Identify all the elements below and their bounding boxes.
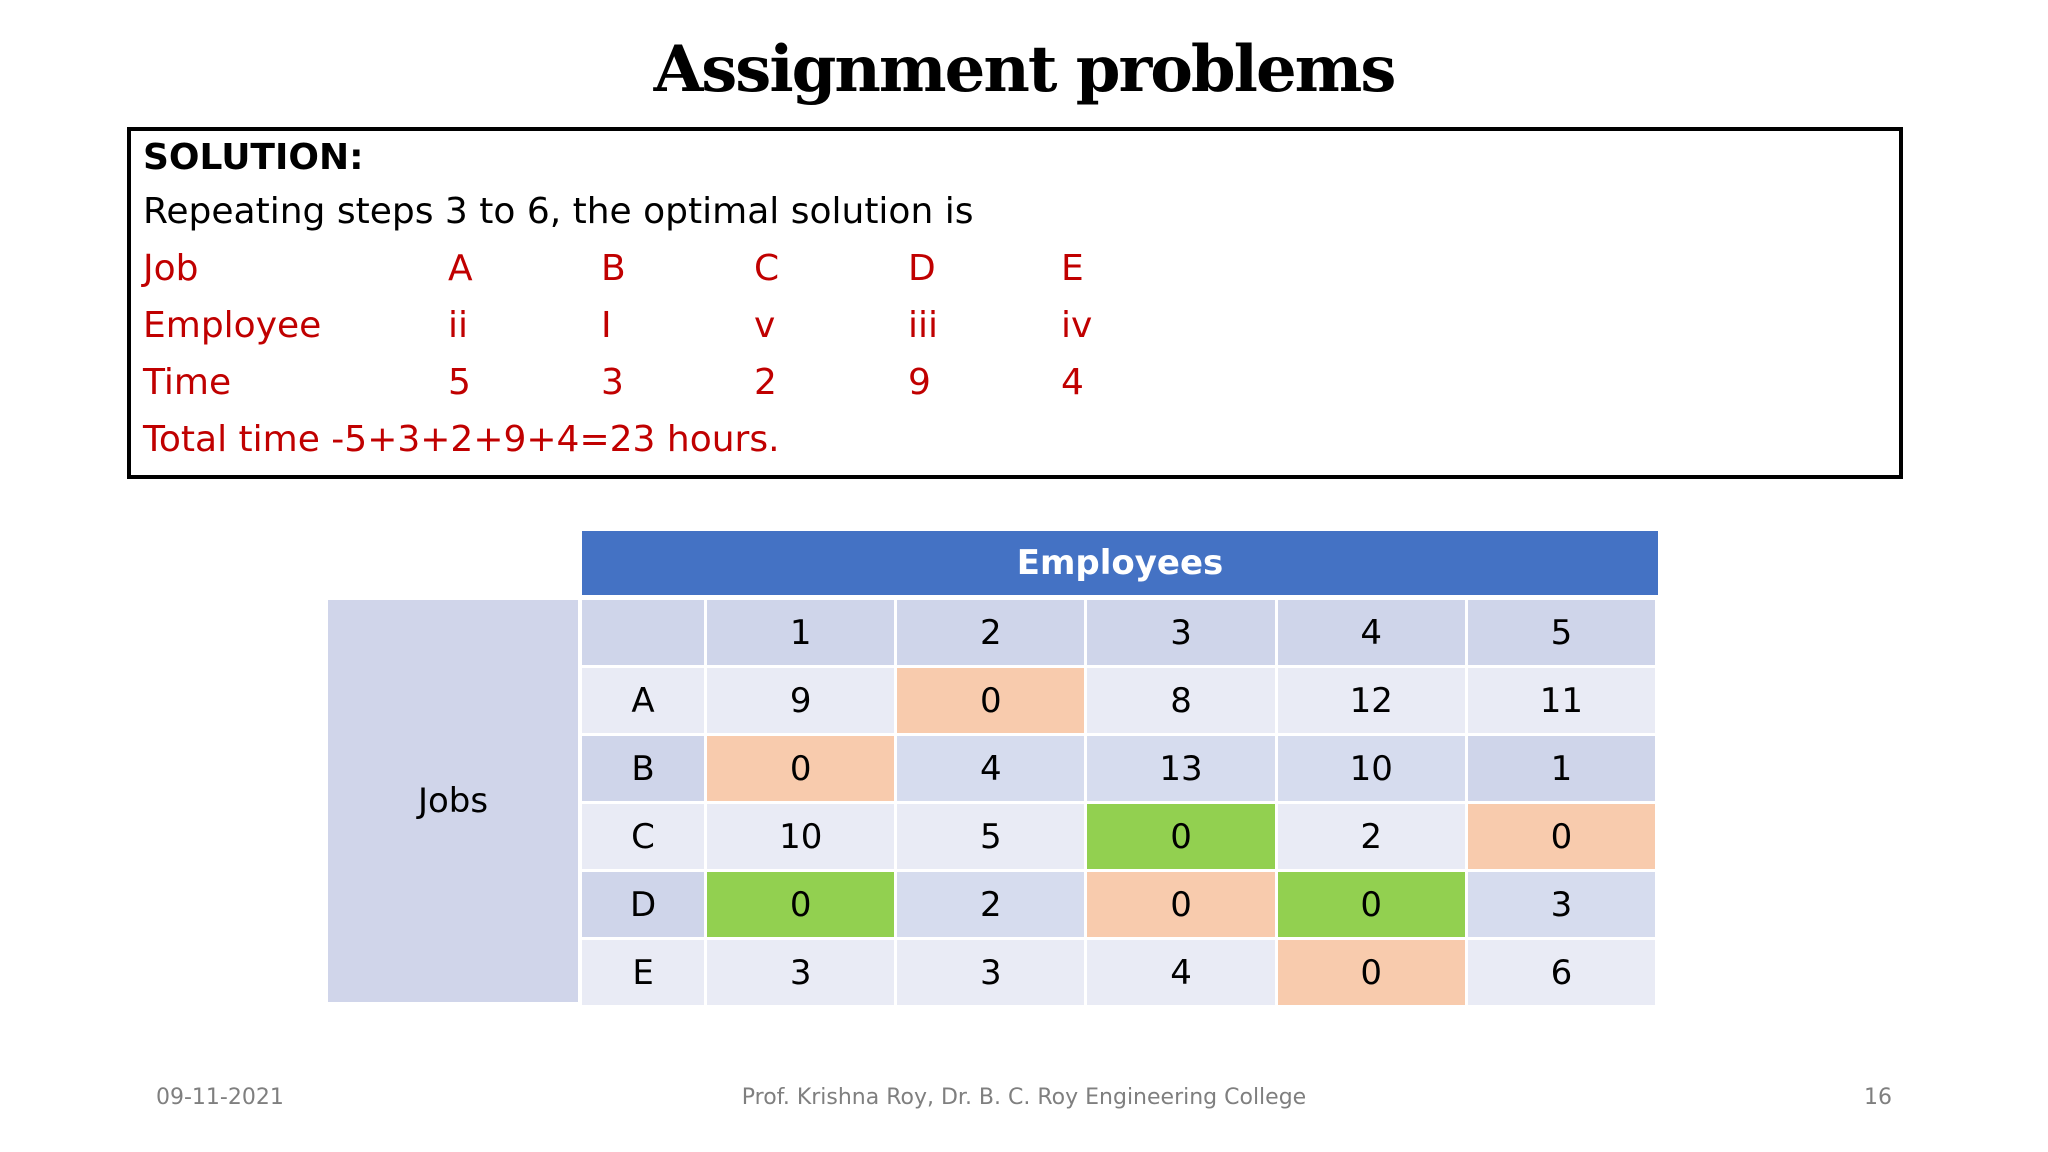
table-cell: 6 bbox=[1468, 940, 1658, 1008]
row-value: C bbox=[754, 248, 780, 289]
table-cell-highlight: 0 bbox=[897, 668, 1087, 736]
row-value: v bbox=[754, 305, 776, 346]
table-cell-assigned: 0 bbox=[707, 872, 897, 940]
jobs-label: Jobs bbox=[328, 600, 578, 1002]
table-cell: 3 bbox=[897, 940, 1087, 1008]
column-header: 2 bbox=[897, 600, 1087, 668]
row-job-label: B bbox=[582, 736, 707, 804]
table-corner-cell bbox=[582, 600, 707, 668]
row-value: 4 bbox=[1061, 362, 1084, 403]
employees-header: Employees bbox=[582, 531, 1658, 595]
table-row bbox=[582, 804, 1658, 872]
assignment-table bbox=[582, 600, 1658, 1008]
slide-title: Assignment problems bbox=[653, 32, 1395, 107]
column-header: 5 bbox=[1468, 600, 1658, 668]
table-cell-highlight: 0 bbox=[1468, 804, 1658, 872]
table-cell: 4 bbox=[897, 736, 1087, 804]
column-header: 1 bbox=[707, 600, 897, 668]
column-header: 3 bbox=[1087, 600, 1277, 668]
solution-row-employee bbox=[143, 297, 1887, 354]
table-cell-highlight: 0 bbox=[1087, 872, 1277, 940]
row-value: B bbox=[601, 248, 626, 289]
table-cell: 5 bbox=[897, 804, 1087, 872]
table-cell: 8 bbox=[1087, 668, 1277, 736]
footer-page-number: 16 bbox=[1864, 1085, 1892, 1110]
row-value: ii bbox=[448, 305, 469, 346]
table-row bbox=[582, 736, 1658, 804]
table-cell: 3 bbox=[707, 940, 897, 1008]
row-job-label: C bbox=[582, 804, 707, 872]
table-cell: 11 bbox=[1468, 668, 1658, 736]
table-cell: 10 bbox=[1278, 736, 1468, 804]
solution-intro: Repeating steps 3 to 6, the optimal solution is bbox=[143, 191, 974, 232]
table-cell: 4 bbox=[1087, 940, 1277, 1008]
table-row bbox=[582, 940, 1658, 1008]
footer-author: Prof. Krishna Roy, Dr. B. C. Roy Engineering College bbox=[741, 1085, 1307, 1110]
table-cell-assigned: 0 bbox=[1278, 872, 1468, 940]
table-cell: 1 bbox=[1468, 736, 1658, 804]
table-cell: 13 bbox=[1087, 736, 1277, 804]
row-value: 9 bbox=[908, 362, 931, 403]
row-value: 5 bbox=[448, 362, 471, 403]
row-value: A bbox=[448, 248, 473, 289]
table-cell: 2 bbox=[1278, 804, 1468, 872]
table-row bbox=[582, 872, 1658, 940]
row-value: 3 bbox=[601, 362, 624, 403]
solution-row-job bbox=[143, 240, 1887, 297]
row-value: I bbox=[601, 305, 612, 346]
row-label: Job bbox=[143, 248, 199, 289]
table-cell: 9 bbox=[707, 668, 897, 736]
row-value: 2 bbox=[754, 362, 777, 403]
row-job-label: E bbox=[582, 940, 707, 1008]
table-cell: 3 bbox=[1468, 872, 1658, 940]
footer-date: 09-11-2021 bbox=[156, 1085, 284, 1110]
row-value: iii bbox=[908, 305, 939, 346]
row-label: Employee bbox=[143, 305, 322, 346]
row-value: D bbox=[908, 248, 936, 289]
row-label: Time bbox=[143, 362, 232, 403]
column-header: 4 bbox=[1278, 600, 1468, 668]
table-cell: 2 bbox=[897, 872, 1087, 940]
row-job-label: D bbox=[582, 872, 707, 940]
table-cell-assigned: 0 bbox=[1087, 804, 1277, 872]
solution-total: Total time -5+3+2+9+4=23 hours. bbox=[143, 419, 780, 460]
table-cell-highlight: 0 bbox=[707, 736, 897, 804]
row-value: E bbox=[1061, 248, 1084, 289]
solution-row-time bbox=[143, 354, 1887, 411]
solution-box bbox=[127, 127, 1903, 479]
table-header-row bbox=[582, 600, 1658, 668]
table-cell-highlight: 0 bbox=[1278, 940, 1468, 1008]
table-row bbox=[582, 668, 1658, 736]
table-cell: 12 bbox=[1278, 668, 1468, 736]
row-job-label: A bbox=[582, 668, 707, 736]
table-cell: 10 bbox=[707, 804, 897, 872]
row-value: iv bbox=[1061, 305, 1093, 346]
solution-heading: SOLUTION: bbox=[143, 137, 364, 178]
